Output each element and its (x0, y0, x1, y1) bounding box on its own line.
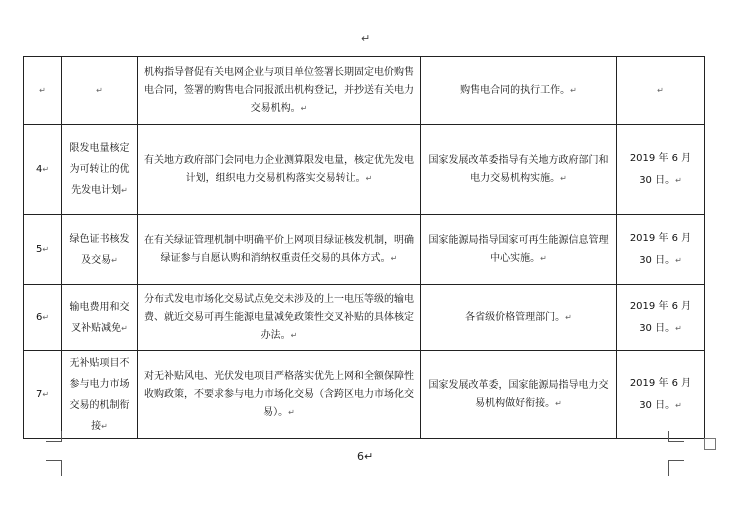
end-of-cell-mark: ↵ (290, 330, 298, 340)
end-of-cell-mark: ↵ (288, 407, 295, 417)
task-name: 绿色证书核发及交易↵ (62, 215, 138, 285)
end-of-cell-mark: ↵ (121, 323, 128, 333)
deadline: 2019 年 6 月 30 日。↵ (617, 285, 705, 351)
table-resize-handle[interactable] (704, 438, 716, 450)
task-content: 有关地方政府部门会同电力企业测算限发电量，核定优先发电计划，组织电力交易机构落实交易转让。↵ (138, 125, 421, 215)
table-row (24, 351, 705, 439)
responsible-dept: 国家发展改革委，国家能源局指导电力交易机构做好衔接。↵ (421, 351, 617, 439)
task-name (62, 57, 138, 125)
responsible-dept: 购售电合同的执行工作。↵ (421, 57, 617, 125)
row-number: 7↵ (24, 351, 62, 439)
end-of-cell-mark: ↵ (121, 186, 128, 195)
task-name: 限发电量核定为可转让的优先发电计划↵ (62, 125, 138, 215)
end-of-cell-mark: ↵ (390, 253, 398, 263)
row-number: 5↵ (24, 215, 62, 285)
task-content: 机构指导督促有关电网企业与项目单位签署长期固定电价购售电合同，签署的购售电合同报派出机构登记，并抄送有关电力交易机构。↵ (138, 57, 421, 125)
deadline: 2019 年 6 月 30 日。↵ (617, 125, 705, 215)
task-content: 在有关绿证管理机制中明确平价上网项目绿证核发机制，明确绿证参与自愿认购和消纳权重责任交易的具体方式。↵ (138, 215, 421, 285)
end-of-cell-mark: ↵ (555, 398, 562, 408)
end-of-cell-mark: ↵ (42, 244, 50, 254)
responsible-dept: 国家能源局指导国家可再生能源信息管理中心实施。↵ (421, 215, 617, 285)
table-row (24, 285, 705, 351)
end-of-cell-mark: ↵ (42, 389, 50, 399)
table-row (24, 215, 705, 285)
end-of-cell-mark: ↵ (111, 255, 118, 265)
end-of-cell-mark: ↵ (42, 164, 50, 174)
end-of-cell-mark: ↵ (42, 312, 50, 322)
margin-corner-mark (46, 431, 62, 442)
end-of-cell-mark: ↵ (675, 323, 682, 333)
end-of-cell-mark: ↵ (365, 173, 373, 183)
end-of-cell-mark: ↵ (565, 312, 572, 322)
policy-table (23, 56, 705, 439)
page-number: 6↵ (357, 450, 374, 463)
table-row (24, 57, 705, 125)
end-of-cell-mark: ↵ (96, 86, 103, 95)
task-content: 对无补贴风电、光伏发电项目严格落实优先上网和全额保障性收购政策，不要求参与电力市场化交易（含跨区电力市场化交易）。↵ (138, 351, 421, 439)
responsible-dept: 各省级价格管理部门。↵ (421, 285, 617, 351)
row-number: 4↵ (24, 125, 62, 215)
deadline: 2019 年 6 月 30 日。↵ (617, 215, 705, 285)
end-of-cell-mark: ↵ (675, 255, 682, 265)
paragraph-mark: ↵ (361, 32, 371, 45)
end-of-cell-mark: ↵ (101, 421, 108, 431)
deadline (617, 57, 705, 125)
row-number (24, 57, 62, 125)
margin-corner-mark (668, 460, 684, 476)
end-of-cell-mark: ↵ (675, 175, 682, 185)
end-of-cell-mark: ↵ (560, 173, 567, 183)
task-name: 输电费用和交叉补贴减免↵ (62, 285, 138, 351)
end-of-cell-mark: ↵ (39, 85, 46, 95)
row-number: 6↵ (24, 285, 62, 351)
task-content: 分布式发电市场化交易试点免交未涉及的上一电压等级的输电费、就近交易可再生能源电量减免政策性交叉补贴的具体核定办法。↵ (138, 285, 421, 351)
margin-corner-mark (46, 460, 62, 476)
deadline: 2019 年 6 月 30 日。↵ (617, 351, 705, 439)
end-of-cell-mark: ↵ (300, 103, 308, 113)
margin-corner-mark (668, 431, 684, 442)
end-of-cell-mark: ↵ (657, 85, 664, 95)
table-row (24, 125, 705, 215)
task-name: 无补贴项目不参与电力市场交易的机制衔接↵ (62, 351, 138, 439)
end-of-cell-mark: ↵ (570, 85, 577, 95)
end-of-cell-mark: ↵ (540, 253, 547, 263)
end-of-cell-mark: ↵ (675, 400, 682, 410)
responsible-dept: 国家发展改革委指导有关地方政府部门和电力交易机构实施。↵ (421, 125, 617, 215)
